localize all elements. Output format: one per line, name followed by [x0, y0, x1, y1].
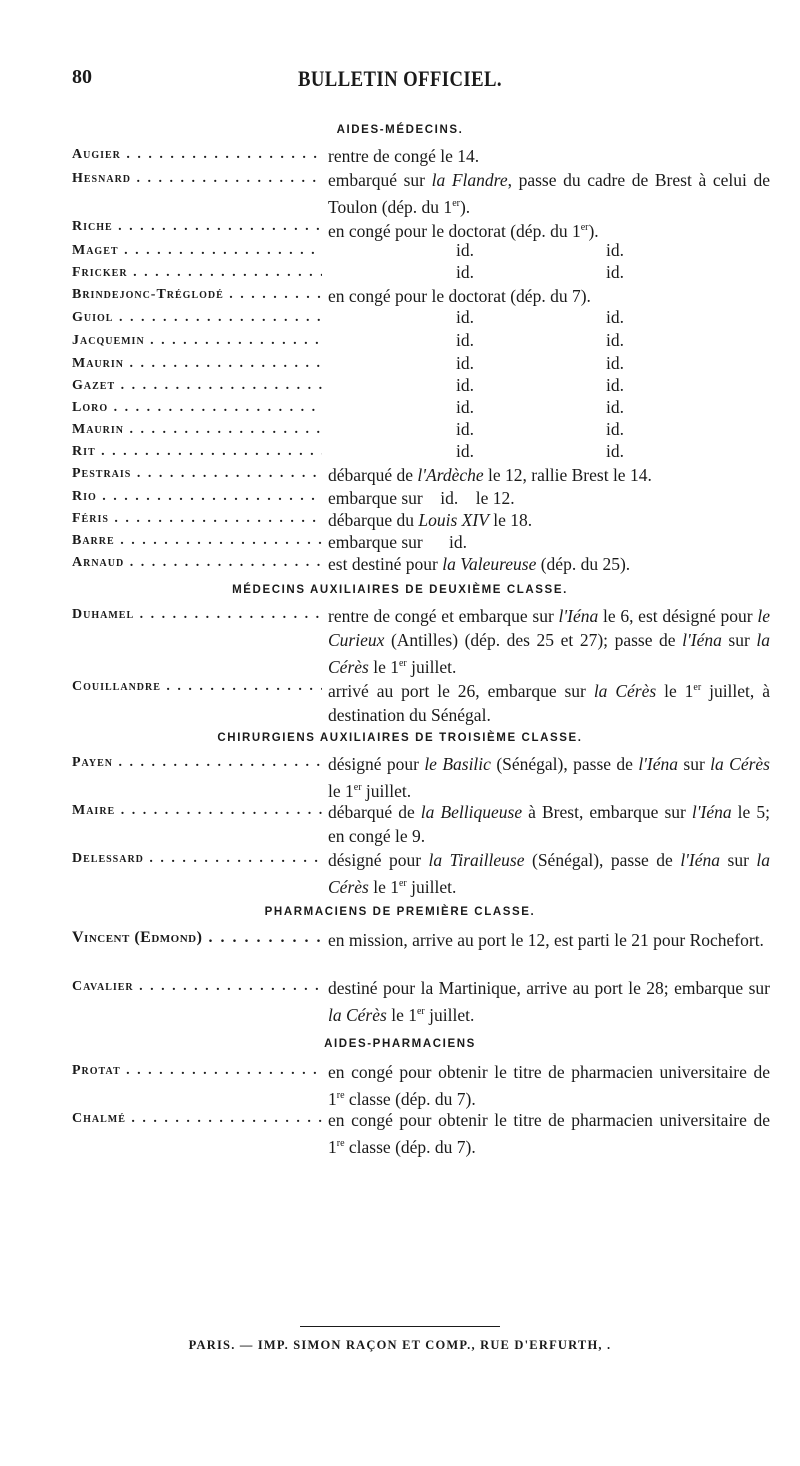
entry-text: rentre de congé le 14.: [328, 146, 480, 166]
footer-rule: [300, 1326, 500, 1327]
entry-name: Delessard . . .: [72, 851, 322, 867]
entry-name: Cavalier . . .: [72, 979, 322, 995]
id-mark: id.: [606, 375, 624, 395]
id-mark: id.: [456, 375, 474, 395]
id-mark: id.: [456, 397, 474, 417]
entry-text: débarqué de l'Ardèche le 12, rallie Brest le 14.: [328, 465, 652, 485]
id-mark: id.: [606, 419, 624, 439]
entry-name: Maurin . . .: [72, 356, 322, 372]
entry-name: Barre . . .: [72, 533, 322, 549]
section-heading-aides-medecins: AIDES-MÉDECINS.: [336, 124, 464, 136]
entry-name: Augier . . .: [72, 147, 322, 163]
entry-name: Féris . . .: [72, 511, 322, 527]
id-mark: id.: [456, 441, 474, 461]
id-mark: id.: [456, 307, 474, 327]
entry-name: Fricker . . .: [72, 265, 322, 281]
entry-name: Guiol . . .: [72, 310, 322, 326]
entry-name: Couillandre . . .: [72, 679, 322, 695]
imprint-footer: PARIS. — IMP. SIMON RAÇON ET COMP., RUE D'ERFURTH, .: [188, 1338, 612, 1352]
entry-name: Riche . . .: [72, 219, 322, 235]
entry-text: embarque sur id.: [328, 532, 467, 552]
entry-text: en mission, arrive au port le 12, est parti le 21 pour Rochefort.: [328, 930, 764, 950]
entry-name: Protat . . .: [72, 1063, 322, 1079]
entry-text: destiné pour la Martinique, arrive au port le 28; embarque sur la Cérès le 1er juillet.: [328, 978, 770, 1025]
entry-name: Jacquemin . . .: [72, 333, 322, 349]
entry-name: Maget . . .: [72, 243, 322, 259]
id-mark: id.: [606, 262, 624, 282]
running-title: BULLETIN OFFICIEL.: [297, 66, 503, 91]
id-mark: id.: [606, 441, 624, 461]
entry-name: Pestrais . . .: [72, 466, 322, 482]
entry-text: désigné pour le Basilic (Sénégal), passe de l'Iéna sur la Cérès le 1er juillet.: [328, 754, 770, 801]
entry-text: désigné pour la Tirailleuse (Sénégal), passe de l'Iéna sur la Cérès le 1er juillet.: [328, 850, 771, 897]
entry-text: embarqué sur la Flandre, passe du cadre de Brest à celui de Toulon (dép. du 1er).: [328, 170, 770, 217]
id-mark: id.: [456, 240, 474, 260]
entry-text: en congé pour obtenir le titre de pharmacien universitaire de 1re classe (dép. du 7).: [328, 1110, 770, 1157]
entry-name: Loro . . .: [72, 400, 322, 416]
entry-text: en congé pour le doctorat (dép. du 1er).: [328, 220, 599, 241]
entry-name: Chalmé . . .: [72, 1111, 322, 1127]
page-number: 80: [72, 66, 92, 88]
entry-name: Maire . . .: [72, 803, 322, 819]
id-mark: id.: [456, 353, 474, 373]
entry-text: débarque du Louis XIV le 18.: [328, 510, 533, 530]
id-mark: id.: [606, 397, 624, 417]
entry-name: Arnaud . . .: [72, 555, 322, 571]
page-header: [0, 66, 800, 96]
entry-text: est destiné pour la Valeureuse (dép. du 25).: [328, 554, 631, 574]
section-heading-aides-pharmaciens: AIDES-PHARMACIENS: [324, 1038, 476, 1050]
id-mark: id.: [606, 330, 624, 350]
id-mark: id.: [456, 419, 474, 439]
entry-name: Maurin . . .: [72, 422, 322, 438]
entry-name: Rit . . .: [72, 444, 322, 460]
entry-text: rentre de congé et embarque sur l'Iéna le 6, est désigné pour le Curieux (Antilles) (dép. des 25 et 27); passe de l'Iéna sur la Cérès le 1er juillet.: [328, 606, 770, 677]
section-heading-medecins-auxiliaires: MÉDECINS AUXILIAIRES DE DEUXIÈME CLASSE.: [232, 584, 568, 596]
section-heading-pharmaciens: PHARMACIENS DE PREMIÈRE CLASSE.: [264, 906, 536, 918]
entry-name: Hesnard . . .: [72, 171, 322, 187]
entry-name: Brindejonc-Tréglodé . . .: [72, 287, 322, 303]
id-mark: id.: [606, 353, 624, 373]
section-heading-chirurgiens-auxiliaires: CHIRURGIENS AUXILIAIRES DE TROISIÈME CLASSE.: [217, 732, 583, 744]
entry-name: Gazet . . .: [72, 378, 322, 394]
id-mark: id.: [456, 262, 474, 282]
entry-text: débarqué de la Belliqueuse à Brest, embarque sur l'Iéna le 5; en congé le 9.: [328, 802, 770, 846]
entry-name: Vincent (Edmond) . . .: [72, 929, 322, 947]
entry-text: en congé pour le doctorat (dép. du 7).: [328, 286, 591, 306]
id-mark: id.: [606, 240, 624, 260]
entry-name: Duhamel . . .: [72, 607, 322, 623]
entry-text: embarque sur id. le 12.: [328, 488, 515, 508]
entry-name: Payen . . .: [72, 755, 322, 771]
id-mark: id.: [606, 307, 624, 327]
entry-text: en congé pour obtenir le titre de pharmacien universitaire de 1re classe (dép. du 7).: [328, 1062, 770, 1109]
entry-name: Rio . . .: [72, 489, 322, 505]
entry-text: arrivé au port le 26, embarque sur la Cérès le 1er juillet, à destination du Sénégal.: [328, 680, 770, 725]
id-mark: id.: [456, 330, 474, 350]
